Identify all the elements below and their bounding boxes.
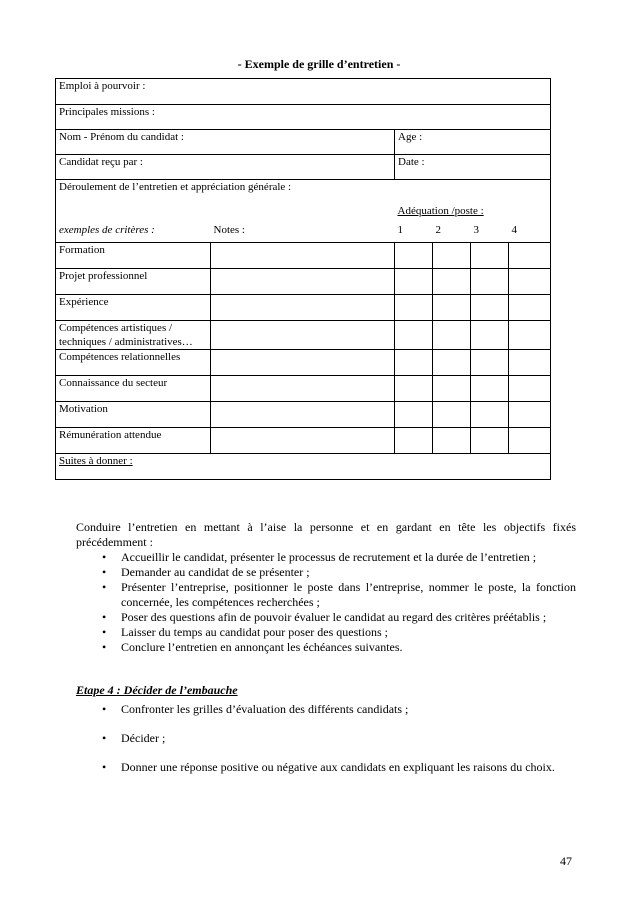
score-cell <box>509 269 551 295</box>
notes-cell <box>211 295 395 321</box>
critere-label: Motivation <box>56 402 211 428</box>
score-cell <box>395 350 433 376</box>
list-item: • Présenter l’entreprise, positionner le poste dans l’entreprise, nommer le poste, la fonction concernée, les compétences recherchées ; <box>121 580 576 610</box>
table-row <box>56 350 551 376</box>
critere-label: Compétences relationnelles <box>56 350 211 376</box>
col-2-header: 2 <box>433 223 471 243</box>
field-deroulement: Déroulement de l’entretien et appréciation générale : <box>56 180 551 205</box>
critere-label: Compétences artistiques / techniques / administratives… <box>56 321 211 350</box>
page-number: 47 <box>560 854 572 868</box>
score-cell <box>433 350 471 376</box>
score-cell <box>395 243 433 269</box>
list-item: • Confronter les grilles d’évaluation des différents candidats ; <box>121 702 576 717</box>
table-row <box>56 376 551 402</box>
score-cell <box>395 295 433 321</box>
score-cell <box>433 295 471 321</box>
score-cell <box>509 295 551 321</box>
list-item: • Accueillir le candidat, présenter le processus de recrutement et la durée de l’entretien ; <box>121 550 576 565</box>
notes-cell <box>211 321 395 350</box>
spacer-cell <box>56 204 395 223</box>
field-age: Age : <box>395 130 551 155</box>
score-cell <box>509 428 551 454</box>
score-cell <box>395 269 433 295</box>
score-cell <box>395 376 433 402</box>
table-row <box>56 321 551 350</box>
col-criteres-header: exemples de critères : <box>56 223 211 243</box>
intro-paragraph: Conduire l’entretien en mettant à l’aise la personne et en gardant en tête les objectifs fixés précédemment : <box>76 520 576 549</box>
interview-grid <box>55 78 551 480</box>
score-cell <box>471 243 509 269</box>
score-cell <box>433 428 471 454</box>
notes-cell <box>211 350 395 376</box>
score-cell <box>509 402 551 428</box>
score-cell <box>433 376 471 402</box>
score-cell <box>433 243 471 269</box>
notes-cell <box>211 428 395 454</box>
adequation-header: Adéquation /poste : <box>395 204 551 223</box>
list-item: • Demander au candidat de se présenter ; <box>121 565 576 580</box>
critere-label: Connaissance du secteur <box>56 376 211 402</box>
list-item: • Poser des questions afin de pouvoir évaluer le candidat au regard des critères préétablis ; <box>121 610 576 625</box>
field-emploi: Emploi à pourvoir : <box>56 79 551 105</box>
field-missions: Principales missions : <box>56 105 551 130</box>
score-cell <box>433 269 471 295</box>
score-cell <box>433 402 471 428</box>
notes-cell <box>211 376 395 402</box>
field-nom: Nom - Prénom du candidat : <box>56 130 395 155</box>
list-item: • Laisser du temps au candidat pour poser des questions ; <box>121 625 576 640</box>
list-item: • Décider ; <box>121 731 576 746</box>
table-row <box>56 243 551 269</box>
list-item: • Conclure l’entretien en annonçant les échéances suivantes. <box>121 640 576 655</box>
critere-label: Projet professionnel <box>56 269 211 295</box>
decision-bullet-list <box>76 702 576 775</box>
bullet-list <box>76 550 576 655</box>
score-cell <box>471 376 509 402</box>
instructions-section <box>76 520 576 655</box>
score-cell <box>471 269 509 295</box>
score-cell <box>433 321 471 350</box>
score-cell <box>395 428 433 454</box>
score-cell <box>509 243 551 269</box>
score-cell <box>471 321 509 350</box>
score-cell <box>395 402 433 428</box>
table-row <box>56 402 551 428</box>
field-date: Date : <box>395 155 551 180</box>
col-1-header: 1 <box>395 223 433 243</box>
score-cell <box>509 321 551 350</box>
table-row <box>56 428 551 454</box>
critere-label: Expérience <box>56 295 211 321</box>
critere-label: Rémunération attendue <box>56 428 211 454</box>
score-cell <box>471 295 509 321</box>
decision-section <box>76 702 576 789</box>
table-row <box>56 295 551 321</box>
score-cell <box>509 350 551 376</box>
table-row <box>56 269 551 295</box>
score-cell <box>509 376 551 402</box>
score-cell <box>471 350 509 376</box>
score-cell <box>395 321 433 350</box>
notes-cell <box>211 243 395 269</box>
field-recu: Candidat reçu par : <box>56 155 395 180</box>
field-suites: Suites à donner : <box>56 454 551 480</box>
list-item: • Donner une réponse positive ou négative aux candidats en expliquant les raisons du choix. <box>121 760 576 775</box>
notes-cell <box>211 402 395 428</box>
etape-heading: Etape 4 : Décider de l’embauche <box>76 683 238 697</box>
critere-label: Formation <box>56 243 211 269</box>
score-cell <box>471 428 509 454</box>
notes-cell <box>211 269 395 295</box>
page-title: - Exemple de grille d’entretien - <box>237 57 401 71</box>
score-cell <box>471 402 509 428</box>
col-3-header: 3 <box>471 223 509 243</box>
col-notes-header: Notes : <box>211 223 395 243</box>
col-4-header: 4 <box>509 223 551 243</box>
